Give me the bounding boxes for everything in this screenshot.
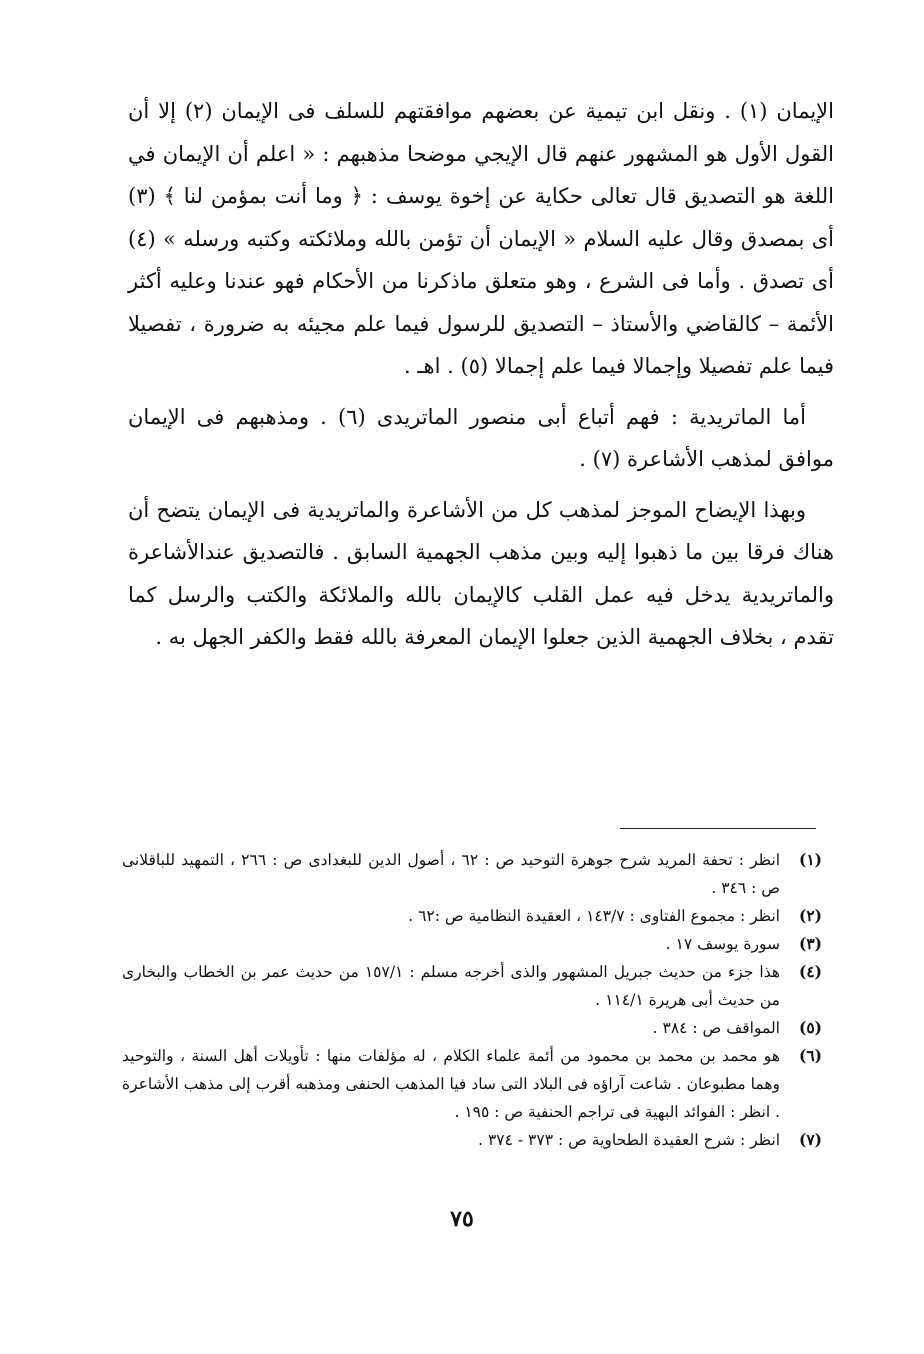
footnote-3 [122,930,822,958]
footnote-1 [122,846,822,902]
footnote-2 [122,902,822,930]
footnote-text: المواقف ص : ٣٨٤ . [652,1019,780,1037]
footnote-number: (١) [798,850,822,869]
footnote-number: (٢) [798,906,822,925]
footnote-text: سورة يوسف ١٧ . [665,935,780,953]
paragraph-maturidiyya: أما الماتريدية : فهم أتباع أبى منصور الماتريدى (٦) . ومذهبهم فى الإيمان موافق لمذهب الأشاعرة (٧) . [128,404,834,471]
footnote-number: (٥) [798,1018,822,1037]
footnote-text: هذا جزء من حديث جبريل المشهور والذى أخرجه مسلم : ١٥٧/١ من حديث عمر بن الخطاب والبخارى من حديث أبى هريرة ١١٤/١ . [122,963,780,1009]
page-number: ٧٥ [450,1206,474,1232]
footnote-number: (٧) [798,1130,822,1149]
footnote-text: انظر : مجموع الفتاوى : ١٤٣/٧ ، العقيدة النظامية ص :٦٢ . [408,907,780,925]
footnote-number: (٣) [798,934,822,953]
footnote-number: (٤) [798,962,822,981]
footnote-text: انظر : شرح العقيدة الطحاوية ص : ٣٧٣ - ٣٧٤ . [478,1131,780,1149]
footnote-separator [620,828,816,829]
footnote-number: (٦) [798,1046,822,1065]
footnote-6 [122,1042,822,1126]
footnote-4 [122,958,822,1014]
footnote-text: انظر : تحفة المريد شرح جوهرة التوحيد ص : ٦٢ ، أصول الدين للبغدادى ص : ٢٦٦ ، التمهيد للباقلانى ص : ٣٤٦ . [122,851,780,897]
main-text [128,90,834,667]
footnote-text: هو محمد بن محمد بن محمود من أئمة علماء الكلام ، له مؤلفات منها : تأويلات أهل السنة ، والتوحيد وهما مطبوعان . شاعت آراؤه فى البلاد التى ساد فيا المذهب الحنفى ومذهبه أقرب إلى مذهب الأشاعرة . انظر : الفوائد البهية فى تراجم الحنفية ص : ١٩٥ . [122,1047,780,1121]
footnote-7 [122,1126,822,1154]
paragraph-comparison: وبهذا الإيضاح الموجز لمذهب كل من الأشاعرة والماتريدية فى الإيمان يتضح أن هناك فرقا بين ما ذهبوا إليه وبين مذهب الجهمية السابق . فالتصديق عندالأشاعرة والماتريدية يدخل فيه عمل القلب كالإيمان بالله والملائكة والكتب والرسل كما تقدم ، بخلاف الجهمية الذين جعلوا الإيمان المعرفة بالله فقط والكفر الجهل به . [128,497,834,649]
paragraph-iman-ashaira: الإيمان (١) . ونقل ابن تيمية عن بعضهم موافقتهم للسلف فى الإيمان (٢) إلا أن القول الأول هو المشهور عنهم قال الإيجي موضحا مذهبهم : « اعلم أن الإيمان في اللغة هو التصديق قال تعالى حكاية عن إخوة يوسف : ﴿ وما أنت بمؤمن لنا ﴾ (٣) أى بمصدق وقال عليه السلام « الإيمان أن تؤمن بالله وملائكته وكتبه ورسله » (٤) أى تصدق . وأما فى الشرع ، وهو متعلق ماذكرنا من الأحكام فهو عندنا وعليه أكثر الأئمة – كالقاضي والأستاذ – التصديق للرسول فيما علم مجيئه به ضرورة ، تفصيلا فيما علم تفصيلا وإجمالا فيما علم إجمالا (٥) . اهـ . [128,99,834,378]
footnotes [122,846,822,1154]
footnote-5 [122,1014,822,1042]
